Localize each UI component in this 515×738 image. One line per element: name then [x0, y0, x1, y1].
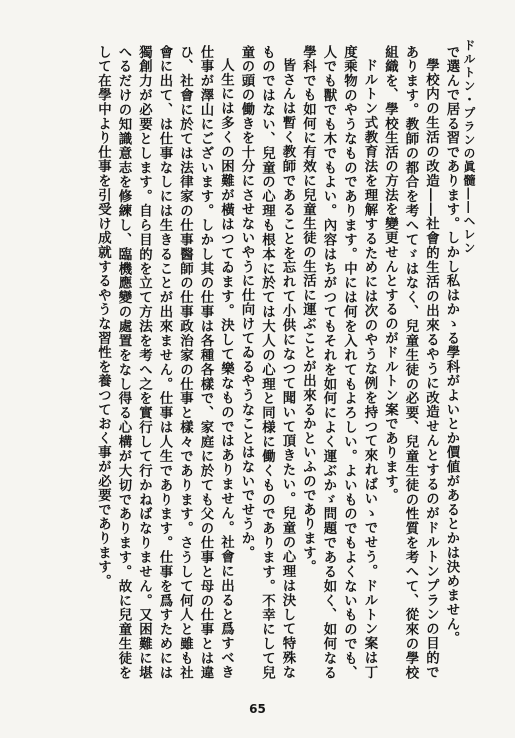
paragraph: 學校内の生活の改造――社會的生活の出來るやうに改造せんとするのがドルトンプランの目的であります。教師の都合を考へてゞはなく、兒童生徒の必要、兒童生徒の性質を考へて、從來の學校組織を、學校生活の方法を變更せんとするのがドルトン案であります。: [382, 45, 440, 680]
body-text: [22, 45, 462, 680]
running-head: ドルトン・プランの眞髓――ヘレン: [462, 39, 476, 255]
paragraph: 皆さんは暫く教師であることを忘れて小供になつて聞いて頂きたい。兒童の心理は決して特殊なものではない、兒童の心理も根本に於ては大人の心理と同様に働くものであります。不幸にして兒童の頭の働きを十分にさせないやうに仕向けてゐるやうなことはないでせうか。: [239, 45, 296, 680]
page-number: 65: [249, 702, 266, 716]
paragraph: で選んで居る習であります。しかし私はかゝる學科がよいとか價値があるとかは決めません。: [444, 45, 460, 646]
paragraph: 人生には多くの困難が橫はつてゐます。決して樂なものではありません。社會に出ると爲すべき仕事が澤山にございます。しかし其の仕事は各種各樣で、家庭に於ても父の仕事と母の仕事とは違ひ、社會に於ては法律家の仕事醫師の仕事政治家の仕事と樣々であります。さうして何人と雖も社會に出て、は仕事なしには生きることが出來ません。仕事は人生であります。仕事を爲すためには獨創力が必要とします。自ら目的を立て方法を考へ之を實行して行かねばなりません。又困難に堪へるだけの知識意志を修練し、臨機應變の處置をなし得る心構が大切であります。故に兒童生徒をして在學中より仕事を引受け成就するやうな習性を養つておく事が必要であります。: [95, 45, 235, 680]
paragraph: ドルトン式教育法を理解するためには次のやうな例を持つて來ればいゝでせう。ドルトン案は丁度乘物のやうなものであります。中には何を入れてもよろしい。よいものでもよくないものでも、人でも獸でも木でもよい。內容はちがつてもそれを如何によく運ぶかゞ問題である如く、如何なる學科でも如何に有效に兒童生徒の生活に運ぶことが出來るかといふのであります。: [300, 45, 378, 680]
